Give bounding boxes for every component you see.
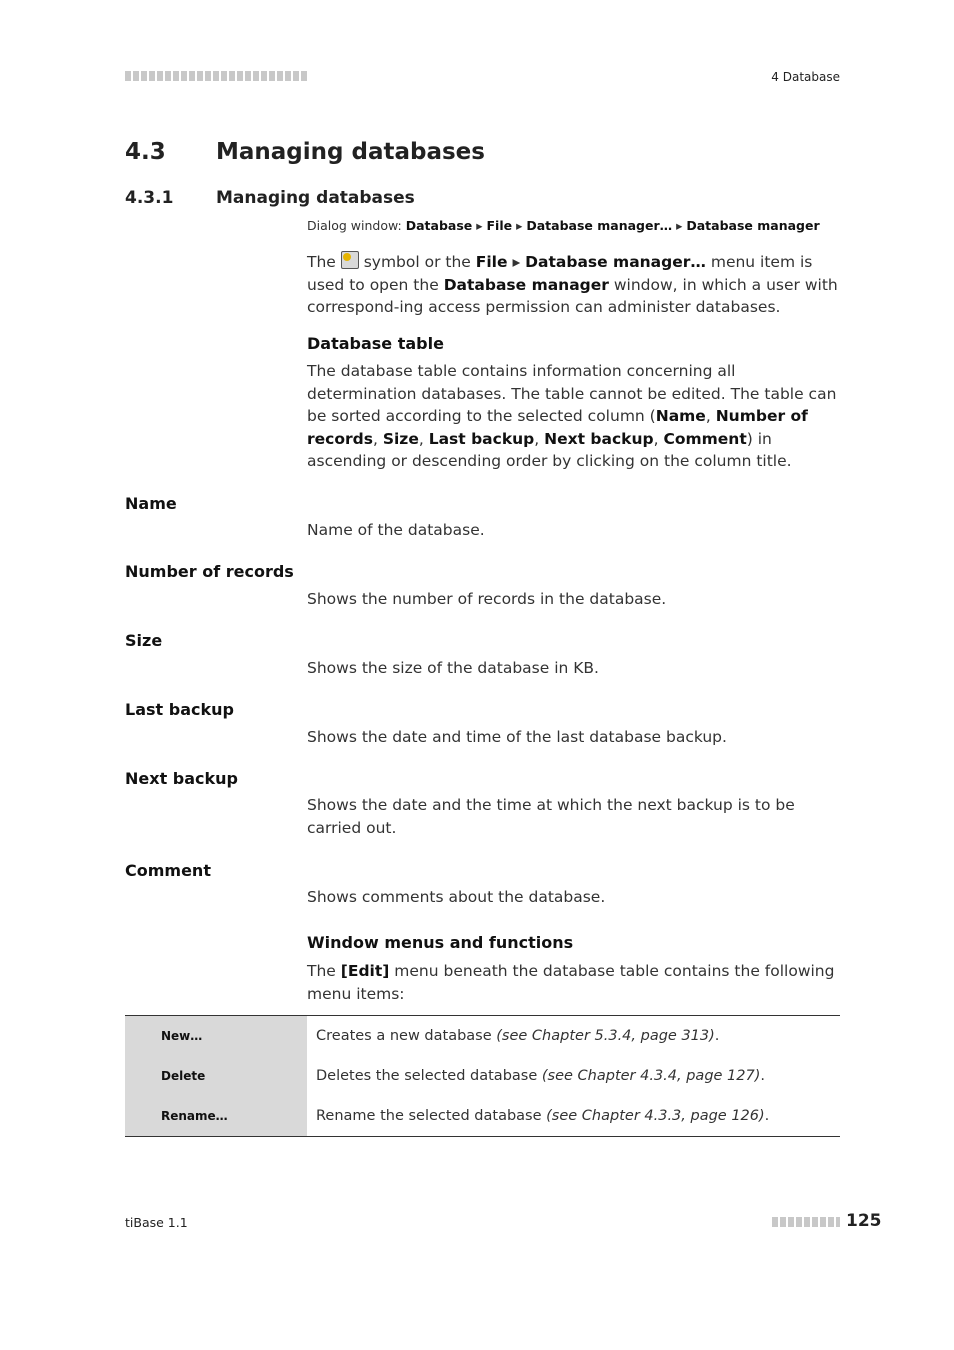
database-table-paragraph: The database table contains information concerning all determination databases. The table cannot be edited. The table can be sorted according to the selected column (Name, Number of records, Size, Last backup, Next backup, Comment) in ascending or descending order by clicking on the column title. <box>307 362 837 470</box>
table-row <box>125 1056 840 1096</box>
menu-item-desc: Creates a new database (see Chapter 5.3.4, page 313). <box>316 1028 720 1044</box>
database-table-heading: Database table <box>307 334 444 353</box>
menu-item-key: New… <box>125 1016 307 1057</box>
subsection-title <box>125 188 415 208</box>
menu-item-desc: Rename the selected database (see Chapter 4.3.3, page 126). <box>316 1108 770 1124</box>
footer-decoration <box>772 1217 840 1227</box>
menu-items-table <box>125 1015 840 1137</box>
menu-item-desc: Deletes the selected database (see Chapter 4.3.4, page 127). <box>316 1068 765 1084</box>
subsection-title-text: Managing databases <box>216 188 415 208</box>
term-number-of-records: Number of records <box>125 562 294 581</box>
term-comment: Comment <box>125 861 211 880</box>
running-header: 4 Database <box>771 70 840 84</box>
dialog-path: Dialog window: Database ▸ File ▸ Database manager… ▸ Database manager <box>307 218 820 233</box>
desc-last-backup: Shows the date and time of the last database backup. <box>307 728 727 746</box>
intro-paragraph: The symbol or the File ▸ Database manager… menu item is used to open the Database manager window, in which a user with correspond-ing access permission can administer databases. <box>307 253 838 316</box>
window-menus-paragraph: The [Edit] menu beneath the database table contains the following menu items: <box>307 962 835 1003</box>
section-title-text: Managing databases <box>216 139 485 165</box>
desc-size: Shows the size of the database in KB. <box>307 659 599 677</box>
table-row <box>125 1016 840 1057</box>
footer-product: tiBase 1.1 <box>125 1215 188 1230</box>
header-decoration <box>125 71 307 81</box>
subsection-number: 4.3.1 <box>125 188 174 208</box>
term-size: Size <box>125 631 163 650</box>
window-menus-heading: Window menus and functions <box>307 933 574 952</box>
term-next-backup: Next backup <box>125 769 238 788</box>
page-number: 125 <box>846 1211 882 1231</box>
menu-item-key: Rename… <box>125 1096 307 1137</box>
database-manager-icon <box>341 251 359 269</box>
desc-next-backup: Shows the date and the time at which the next backup is to be carried out. <box>307 796 795 837</box>
section-number: 4.3 <box>125 139 166 165</box>
section-title <box>125 139 485 165</box>
term-name: Name <box>125 494 177 513</box>
term-last-backup: Last backup <box>125 700 234 719</box>
menu-item-key: Delete <box>125 1056 307 1096</box>
desc-number-of-records: Shows the number of records in the database. <box>307 590 667 608</box>
desc-name: Name of the database. <box>307 521 485 539</box>
desc-comment: Shows comments about the database. <box>307 888 606 906</box>
table-row <box>125 1096 840 1137</box>
